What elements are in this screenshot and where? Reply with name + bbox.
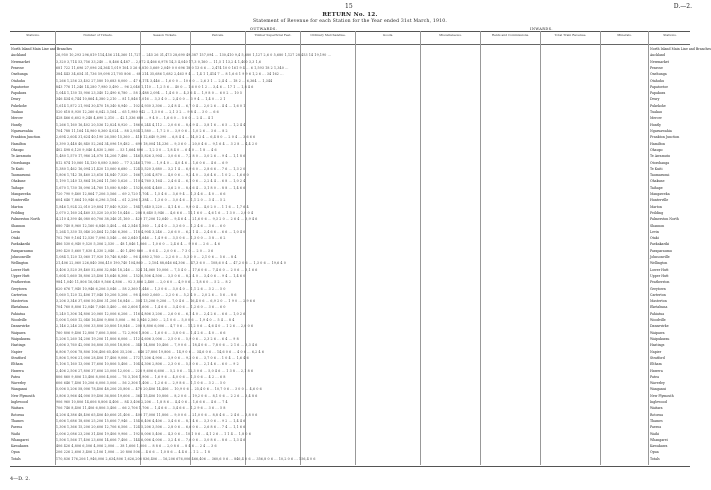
- station-name-right: Otahuhu: [650, 78, 665, 83]
- table-row: [0, 53, 700, 57]
- station-name: Waihi: [11, 431, 20, 436]
- station-figures: 4,210 4,390 46,080 60,706 38,346 21,160 ... 420 17,206 12,640 ... 9,4 6 4 ... 21,6 0 6 ... 9,3 2 0 ... 2 6 4 ... 3,9 4 6: [56, 217, 258, 222]
- column-header-tickets: Number of Tickets.: [83, 33, 113, 37]
- table-row: [0, 179, 700, 183]
- table-row: [0, 230, 700, 234]
- table-row: [0, 318, 700, 322]
- station-figures: 4,206 4,386 48,406 65,406 40,606 21,406 ... 406 17,006 11,806 ... 9,0 0 6 ... 21,0 0 6 ... 8,8 4 6 ... 2 4 6 ... 3,8 0 6: [56, 412, 258, 417]
- station-figures: 2,070 2,160 24,460 33,320 20,010 10,446 ... 206 8,640 5,946 ... 4,6 6 6 ... 11,1 6 0 ... 4,6 1 6 ... 1 3 0 ... 2,0 0 4: [56, 210, 254, 215]
- station-figures: 1,006 1,060 12,046 16,406 9,806 5,006 ... 96 3,946 2,560 ... 2,1 0 6 ... 5,0 0 6 ... 1,9 4 0 ... 5 4 ... 8 4: [56, 318, 235, 322]
- station-figures: 3,206 3,346 37,606 50,406 31,206 16,846 ... 304 13,206 9,206 ... 7,0 4 6 ... 16,4 0 6 ... 6,9 2 0 ... 1 9 0 ... 2,9 6 6: [56, 299, 256, 304]
- station-name-right: Kawakawa: [650, 444, 668, 449]
- station-name-right: Te Awamutu: [650, 154, 670, 159]
- station-name-right: Penrose: [650, 65, 663, 70]
- table-row: [0, 72, 700, 76]
- station-figures: 2,694 2,604 31,624 40,190 26,580 15,360 ... 418 12,640 9,390 ... 6,8 4 4 ... 14,0 2 4 ... 6,4 8 0 ... 2 0 4 ... 3,6 6 6: [56, 135, 256, 140]
- table-row: [0, 369, 700, 373]
- station-figures: 1,846 1,924 22,010 29,804 17,840 9,320 ... 184 7,640 5,220 ... 4,1 4 6 ... 9,9 0 4 ... 4,0 2 0 ... 1 1 6 ... 1,7 6 4: [56, 204, 249, 209]
- table-row: [0, 261, 700, 265]
- station-name-right: Hastings: [650, 343, 665, 348]
- station-figures: 1,106 1,160 13,006 17,606 10,806 5,406 ... 104 4,306 2,806 ... 2,3 0 6 ... 5,5 0 6 ... 2,1 4 6 ... 6 0 ... 9 2: [56, 362, 239, 367]
- station-name: Hawera: [11, 368, 24, 373]
- station-name: Levin: [11, 229, 20, 234]
- station-name: New Plymouth: [11, 393, 35, 398]
- station-figures: 760 806 9,406 12,806 7,606 3,806 ... 72 2,906 1,806 ... 1,6 0 6 ... 3,8 0 6 ... 1,4 2 6 ... 4 0 ... 6 6: [56, 330, 226, 335]
- station-name: Wanganui: [11, 387, 28, 392]
- station-name: Dannevirke: [11, 324, 30, 329]
- table-row: [0, 110, 700, 114]
- table-row: [0, 406, 700, 410]
- column-header-miscellaneous: Miscellaneous.: [439, 33, 462, 37]
- station-name-right: Waitara: [650, 406, 663, 411]
- station-name-right: Waihi: [650, 431, 659, 436]
- document-reference: D.—2.: [673, 3, 692, 10]
- station-figures: 906 960 10,806 14,606 8,806 4,406 ... 84 3,406 2,206 ... 1,8 8 6 ... 4,4 0 6 ... 1,6 6 6 ... 4 6 ... 7 4: [56, 400, 228, 404]
- table-row: [0, 305, 700, 309]
- station-name-right: Greytown: [650, 286, 666, 291]
- station-name-right: Waipukurau: [650, 336, 670, 341]
- station-figures: 1,190 1,240 13,864 18,264 11,160 5,626 ... 110 4,760 3,164 ... 2,4 6 4 ... 6,1 0 6 ... 2,2 4 4 ... 6 8 ... 1,0 2 4: [56, 179, 246, 184]
- table-row: [0, 413, 700, 417]
- station-name-right: Paeroa: [650, 425, 662, 430]
- station-name-right: Whangarei: [650, 437, 668, 442]
- station-name-right: Palmerston North: [650, 217, 679, 222]
- station-name-right: Hunterville: [650, 198, 669, 203]
- station-name: Kawakawa: [11, 444, 29, 449]
- table-row: [0, 312, 700, 316]
- table-row: [0, 287, 700, 291]
- station-name: Drury: [11, 97, 21, 102]
- column-header-merchandise: Ordinary Merchandise.: [310, 33, 346, 37]
- table-row: [0, 337, 700, 341]
- station-name: Papakura: [11, 91, 27, 96]
- table-row: [0, 450, 700, 454]
- station-name-right: Onehunga: [650, 72, 667, 77]
- station-name: Penrose: [11, 65, 24, 70]
- table-row: [0, 394, 700, 398]
- station-name: Inglewood: [11, 400, 28, 404]
- station-name-right: Pukekohe: [650, 103, 666, 108]
- station-name-right: Hamilton: [650, 141, 665, 146]
- table-row: [0, 129, 700, 133]
- station-name-right: Ngaruawahia: [650, 128, 672, 133]
- table-row: [0, 331, 700, 335]
- station-name-right: Eltham: [650, 362, 662, 367]
- station-figures: 620 676 7,940 10,946 6,206 3,046 ... 58 2,360 1,446 ... 1,3 0 6 ... 3,0 4 0 ... 1,1 2 6 ... 3 2 ... 5 0: [56, 286, 226, 291]
- table-row: [0, 66, 700, 70]
- station-figures: 428 466 6,602 9,248 4,690 2,310 ... 42 1,336 688 ... 9 4 0 ... 1,6 6 0 ... 5 6 0 ... 2 4 ... 4 1: [56, 116, 214, 121]
- station-figures: 1,506 1,566 17,406 23,606 14,606 7,406 ... 144 6,006 4,006 ... 3,2 4 6 ... 7,6 0 6 ... 3,0 8 6 ... 8 6 ... 1,3 4 6: [56, 437, 246, 442]
- table-row: [0, 438, 700, 442]
- table-row: [0, 350, 700, 354]
- table-row: [0, 91, 700, 95]
- station-name-right: Mangaweka: [650, 192, 670, 196]
- table-row: [0, 47, 711, 51]
- station-figures: 402 498 6,120 9,046 4,830 2,060 ... 53 1,664 896 ... 1,2 3 0 ... 1,8 4 0 ... 6 4 0 ... 1 8 ... 4 6: [56, 147, 217, 152]
- station-name: Upper Hutt: [11, 273, 30, 278]
- station-name-right: Papatoetoe: [650, 84, 669, 89]
- station-name: Featherston: [11, 280, 31, 285]
- station-figures: 1,670 1,730 18,096 24,760 15,080 8,040 ... 152 6,604 4,460 ... 3,6 2 0 ... 8,4 6 4 ... 3,1 8 0 ... 8 8 ... 1,4 6 6: [56, 185, 246, 190]
- station-name: Feilding: [11, 210, 25, 215]
- table-row: [0, 142, 700, 146]
- station-figures: 346 434 6,744 10,864 4,380 2,210 ... 81 1,846 1,016 ... 3,3 4 0 ... 2,4 0 0 ... 3 9 4 ... 1,4 0 ... 2 1: [56, 97, 226, 102]
- table-row: [0, 104, 700, 108]
- station-figures: 1,806 1,906 21,006 28,406 17,406 9,006 ... 172 7,206 4,906 ... 3,9 0 6 ... 9,2 0 6 ... 3,7 0 6 ... 1 0 4 ... 1,6 4 6: [56, 355, 249, 360]
- table-row: [0, 85, 700, 89]
- station-name: Palmerston North: [11, 217, 40, 222]
- station-figures: 1,084 1,120 13,060 17,920 10,746 6,040 ... 96 4,080 2,760 ... 2,2 6 0 ... 5,3 0 0 ... 2,1 0 6 ... 5 6 ... 8 4: [56, 255, 237, 259]
- station-figures: 3,806 3,966 44,006 59,406 36,806 19,606 ... 364 15,406 10,806 ... 8,2 0 6 ... 19,2 0 6 ... 8,1 0 6 ... 2 2 6 ... 3,4 8 6: [56, 393, 258, 398]
- station-name: Mangaweka: [11, 192, 31, 196]
- table-row: [0, 375, 700, 379]
- station-figures: 606 646 7,406 10,206 6,006 3,006 ... 56 2,306 1,406 ... 1,2 6 6 ... 2,9 8 6 ... 1,1 0 6 ... 3 2 ... 5 0: [56, 381, 226, 386]
- station-figures: 720 790 9,460 12,864 7,206 3,566 ... 69 2,720 1,704 ... 1,5 4 6 ... 3,6 9 4 ... 1,3 4 6 ... 4 0 ... 6 6: [56, 192, 226, 196]
- station-figures: 170,836 176,206 1,946,006 2,634,806 1,626,206 836,406 ... 16,206 676,006 466,406 ... 360,6 0 6 ... 846,4 0 6 ... 356,8 0 6 ... 10,2 0 6 ... 156,4 0 6: [56, 456, 316, 461]
- column-header-goods: Goods.: [382, 33, 394, 37]
- station-name-right: Taihape: [650, 185, 663, 190]
- station-name: Stratford: [11, 355, 26, 360]
- station-name: Paekakariki: [11, 242, 30, 247]
- table-row: [0, 356, 700, 360]
- station-name: Otahuhu: [11, 78, 26, 83]
- station-name-right: Shannon: [650, 223, 665, 228]
- station-figures: 1,604 1,660 18,806 25,406 15,646 8,306 ... 152 6,506 4,506 ... 3,5 0 6 ... 8,2 4 0 ... 3,4 0 6 ... 9 4 ... 1,4 6 0: [56, 273, 246, 278]
- station-name: Te Awamutu: [11, 154, 31, 159]
- column-header-station: Stations.: [26, 33, 40, 37]
- station-name: Whangarei: [11, 437, 29, 442]
- station-figures: 1,266 1,160 16,402 20,536 12,824 8,920 ... 186 6,244 4,112 ... 2,0 6 6 ... 8,4 9 4 ... 3,8 1 6 ... 6 5 ... 1,2 4 4: [56, 122, 246, 127]
- station-figures: 1,266 1,256 23,402 27,580 10,683 8,000 ... 47 6,174 3,446 ... 1,6 0 0 ... 10 6 0 ... 2,6 3 1 ... 2,4 4 ... 18 2 ... 6,364 ... 1,344: [56, 78, 273, 83]
- station-name: Frankton Junction: [11, 135, 41, 140]
- station-name-right: Totals: [650, 456, 660, 461]
- header-rule: [10, 44, 690, 45]
- station-figures: 1,806 1,742 18,460 23,616 14,840 7,520 ... 166 7,204 4,870 ... 4,0 0 6 ... 9,2 4 0 ... 3,6 4 6 ... 1 0 2 ... 1,6 6 0: [56, 173, 249, 178]
- station-name-right: Dannevirke: [650, 324, 669, 329]
- station-name: Waipawa: [11, 330, 26, 335]
- station-name: Waverley: [11, 381, 26, 386]
- station-name: Papatoetoe: [11, 84, 30, 89]
- outwards-group-label: OUTWARDS.: [250, 27, 278, 31]
- station-name: Marton: [11, 204, 23, 209]
- table-row: [0, 343, 700, 347]
- column-header-stations-right: Stations.: [663, 33, 677, 37]
- station-figures: 1,614 1,872 21,904 30,470 18,340 8,940 ... 102 4,930 3,306 ... 2,4 8 4 ... 6,7 0 4 ... 2,0 2 6 ... 4 4 ... 1,6 0 1: [56, 103, 246, 108]
- station-name-right: Upper Hutt: [650, 273, 669, 278]
- page-number: 15: [345, 3, 353, 10]
- table-row: [0, 217, 700, 221]
- table-row: [0, 60, 700, 64]
- table-row: [0, 186, 700, 190]
- station-name: Te Kuiti: [11, 166, 24, 171]
- station-name-right: Papakura: [650, 91, 666, 96]
- station-name-right: Pahiatua: [650, 311, 665, 316]
- table-row: [0, 400, 700, 404]
- station-name: Woodville: [11, 318, 27, 322]
- station-figures: 206 226 2,606 3,406 2,106 1,006 ... 20 806 506 ... 4 6 6 ... 1,0 8 6 ... 4 4 6 ... 1 2 ... 1 8: [56, 450, 210, 455]
- station-figures: 21,406 22,060 226,840 306,410 190,740 104,860 ... 2,104 88,646 64,306 ... 47,3 6 0 ... 108,6 0 4 ... 47,2 0 6 ... 1,3 0 6 ... 19,6 4 0: [56, 261, 286, 266]
- station-figures: 681 722 11,696 27,096 24,364 1,019 104 3 26 6,810 3,669 2,049 0 0 696 18 0 13 6 6 ... 2,474 10 0 161 9 4 ... 6 1,593 18 2 1,340 ...: [56, 65, 289, 70]
- station-figures: 1,264 1,330 15,046 20,464 12,146 6,306 ... 118 4,904 3,246 ... 2,6 6 0 ... 6,2 1 4 ... 2,4 6 6 ... 6 6 ... 1,0 4 0: [56, 229, 246, 234]
- table-row: [0, 255, 700, 259]
- station-name-right: Feilding: [650, 210, 664, 215]
- station-name-right: Otorohanga: [650, 160, 670, 165]
- station-figures: 406 426 4,806 6,506 4,006 2,006 ... 38 1,606 1,006 ... 8 8 6 ... 2,0 8 6 ... 8 4 6 ... 2 4 ... 3 6: [56, 444, 217, 449]
- station-figures: 704 788 11,164 14,960 8,360 4,024 ... 88 2,934 1,580 ... 1,7 2 0 ... 3,9 0 6 ... 1,0 2 6 ... 3 6 ... 8 2: [56, 128, 228, 133]
- station-name-right: Eketahuna: [650, 305, 668, 310]
- column-header-season: Season Tickets.: [153, 33, 177, 37]
- table-row: [0, 173, 700, 177]
- station-name-right: Frankton Junction: [650, 135, 680, 140]
- station-figures: 843 776 11,246 14,280 7,980 3,490 ... 96 2,046 1,110 ... 1,2 5 6 ... 40 0 ... 1,6 0 0 1 2 ... 3,4 6 ... 17 1 ... 1,8 4 6: [56, 84, 254, 89]
- station-name: Wellington: [11, 261, 29, 266]
- station-figures: 1,606 1,686 18,606 25,206 15,606 7,946 ... 154 6,406 4,406 ... 3,4 6 6 ... 8,1 4 6 ... 3,3 0 6 ... 9 2 ... 1,4 4 6: [56, 418, 246, 423]
- table-row: [0, 457, 700, 461]
- station-name: Rotorua: [11, 412, 24, 417]
- station-figures: 1,044 1,130 15,906 23,340 12,490 6,780 ... 58 3,488 2,094 ... 1,4 6 0 ... 4,3 6 4 ... 1,9 8 0 ... 6 0 2 ... 10 5: [56, 91, 243, 96]
- station-figures: 680 740 8,960 12,160 6,846 3,404 ... 64 2,546 1,560 ... 1,4 4 0 ... 3,3 6 0 ... 1,2 4 6 ... 3 6 ... 6 0: [56, 223, 226, 228]
- station-name-right: Rotorua: [650, 412, 663, 417]
- station-figures: 5,006 5,206 58,006 78,406 48,206 25,806 ... 476 20,406 14,406 ... 10,9 0 6 ... 25,4 0 6 ... 10,7 0 6 ... 3 0 0 ... 4,6 0 6: [56, 387, 262, 392]
- station-figures: 26,950 10,293 296,819 114,456 214,360 11,727 ... 245 26 31,473 28,690 49,387 157,094 ... 130,410 9,4 5,680 1,127 2,6 0 5,680 1,127 28,453 14 19,190 ...: [56, 53, 332, 58]
- station-name: Auckland: [11, 53, 27, 58]
- table-row: [0, 123, 700, 127]
- station-name-right: Huntly: [650, 122, 661, 127]
- table-row: [0, 161, 700, 165]
- station-name-right: Paraparaumu: [650, 248, 672, 253]
- station-name: Hunterville: [11, 198, 30, 203]
- table-row: [0, 211, 700, 215]
- station-name: Waipukurau: [11, 336, 31, 341]
- station-name-right: Johnsonville: [650, 255, 670, 259]
- page-footer: 4—D. 2.: [10, 476, 30, 482]
- station-name: Otorohanga: [11, 160, 31, 165]
- station-name-right: Tuakau: [650, 110, 662, 114]
- column-header-total: Total Train Revenue.: [554, 33, 587, 37]
- table-row: [0, 79, 700, 83]
- station-figures: 3,320 3,714 53,756 33,240 ... 8,466 4,487 ... 2,872 4,466 6,978 14,3 4,040 17,3 0,160 ... 11,5 1 13,2 4 1,400 3,3 1,6: [56, 59, 262, 64]
- station-name-right: Taumarunui: [650, 173, 670, 178]
- station-name: Lower Hutt: [11, 267, 30, 272]
- table-row: [0, 280, 700, 284]
- station-figures: 1,060 1,120 12,406 17,046 10,206 5,206 ... 98 4,060 2,660 ... 2,2 0 6 ... 5,2 4 0 ... 2,0 2 6 ... 5 6 ... 8 6: [56, 292, 237, 297]
- station-name-right: Hawera: [650, 368, 663, 373]
- station-name-right: Thames: [650, 418, 663, 423]
- station-figures: 1,240 1,306 14,806 20,060 12,006 6,206 ... 116 4,806 3,206 ... 2,6 0 6 ... 6,1 4 0 ... 2,4 2 6 ... 6 6 ... 1,0 2 6: [56, 311, 246, 316]
- station-name-right: Featherston: [650, 280, 670, 285]
- station-name: Greytown: [11, 286, 27, 291]
- station-name-right: Marton: [650, 204, 662, 209]
- table-row: [0, 198, 700, 202]
- station-name: Onehunga: [11, 72, 28, 77]
- station-name-right: Patea: [650, 374, 659, 379]
- table-row: [0, 299, 700, 303]
- station-figures: 704 760 8,806 12,046 7,046 3,460 ... 66 2,606 1,606 ... 1,4 6 6 ... 3,4 0 6 ... 1,2 6 0 ... 3 6 ... 6 0: [56, 305, 226, 310]
- station-figures: 3,390 3,448 40,840 52,264 34,096 19,482 ... 690 18,004 14,236 ... 9,3 6 0 ... 20,0 4 6 ... 9,1 6 4 ... 3 2 8 ... 4,4 2 0: [56, 141, 258, 146]
- station-name: Tuakau: [11, 110, 23, 114]
- station-figures: 3,606 3,760 42,006 56,806 35,006 18,806 ... 346 14,806 10,406 ... 7,9 0 6 ... 18,4 0 6 ... 7,8 0 6 ... 2 1 6 ... 3,3 4 6: [56, 343, 258, 348]
- station-name-right: Carterton: [650, 292, 666, 297]
- station-name: North Island Main Line and Branches: [11, 47, 73, 51]
- table-row: [0, 432, 700, 436]
- station-name: Waitara: [11, 406, 24, 411]
- table-row: [0, 444, 700, 448]
- table-row: [0, 167, 700, 171]
- station-name: Napier: [11, 349, 23, 354]
- station-name-right: Napier: [650, 349, 662, 354]
- station-figures: 604 646 7,864 10,946 6,296 3,104 ... 61 2,296 1,384 ... 1,3 6 0 ... 3,0 4 6 ... 1,1 2 0 ... 3 4 ... 5 2: [56, 198, 226, 203]
- station-figures: 1,480 1,570 17,986 24,070 14,206 7,486 ... 146 5,826 3,904 ... 3,0 6 6 ... 7,2 8 0 ... 3,0 2 6 ... 9 4 ... 1,1 8 6: [56, 154, 246, 159]
- table-row: [0, 419, 700, 423]
- table-row: [0, 148, 700, 152]
- station-name-right: Woodville: [650, 318, 666, 322]
- station-name: Taumarunui: [11, 173, 31, 178]
- station-name: Opua: [11, 450, 20, 455]
- station-name-right: Inglewood: [650, 400, 667, 404]
- table-row: [0, 293, 700, 297]
- table-row: [0, 97, 700, 101]
- return-title: RETURN No. 12.: [322, 12, 378, 18]
- table-row: [0, 116, 700, 120]
- station-name-right: Masterton: [650, 299, 667, 304]
- station-figures: 384 443 34,654 31,736 59,098 21,705 806 ... 68 214 35,686 1,682 2,463 9 4 ... 1,4 1 1,414 7 ... 8 1,6 6 1 9 9 6 1,2 6 ... 34 162 ...: [56, 72, 284, 77]
- station-name-right: Mercer: [650, 116, 662, 121]
- station-figures: 1,306 1,366 15,206 20,606 12,706 6,506 ... 124 5,206 3,506 ... 2,8 0 6 ... 6,6 0 6 ... 2,6 8 6 ... 7 4 ... 1,1 6 6: [56, 425, 246, 430]
- station-name-right: Ohakune: [650, 179, 665, 184]
- table-row: [0, 425, 700, 429]
- station-figures: 706 746 8,406 11,406 6,806 3,406 ... 66 2,706 1,706 ... 1,4 6 6 ... 3,4 6 6 ... 1,2 9 6 ... 3 6 ... 5 8: [56, 406, 226, 411]
- table-row: [0, 387, 700, 391]
- station-name-right: New Plymouth: [650, 393, 674, 398]
- station-figures: 812 874 10,060 14,130 8,080 3,860 ... 77 3,246 1,790 ... 1,9 4 0 ... 4,0 4 6 ... 1,6 0 6 ... 4 6 ... 6 9: [56, 160, 228, 165]
- table-row: [0, 224, 700, 228]
- station-name: Ohakune: [11, 179, 26, 184]
- station-figures: 486 530 6,940 9,520 5,306 2,530 ... 48 1,846 1,066 ... 1,0 6 0 ... 2,4 6 4 ... 9 0 6 ... 2 6 ... 4 6: [56, 242, 221, 247]
- station-figures: 1,380 1,462 16,094 21,420 13,060 6,680 ... 124 5,520 3,680 ... 3,2 1 4 ... 6,9 6 0 ... 2,8 6 6 ... 7 6 ... 1,3 2 0: [56, 166, 246, 171]
- station-name-right: Waverley: [650, 381, 665, 386]
- station-name: Pukekohe: [11, 103, 27, 108]
- table-row: [0, 381, 700, 385]
- column-header-timber: Timber Superficial Feet.: [254, 33, 292, 37]
- station-name: Masterton: [11, 299, 28, 304]
- station-name-right: Paekakariki: [650, 242, 669, 247]
- station-name: Johnsonville: [11, 255, 31, 259]
- station-name: Carterton: [11, 292, 27, 297]
- column-header-rents: Rents and Commissions.: [491, 33, 530, 37]
- inwards-group-label: INWARDS.: [530, 27, 553, 31]
- station-name-right: Te Kuiti: [650, 166, 663, 171]
- station-name-right: Drury: [650, 97, 660, 102]
- station-name-right: Ohaupo: [650, 147, 663, 152]
- station-figures: 1,206 1,260 14,206 19,206 11,806 6,006 ... 112 4,606 3,006 ... 2,5 0 6 ... 5,9 0 6 ... 2,3 2 6 ... 6 4 ... 9 8: [56, 336, 239, 341]
- station-name: Eketahuna: [11, 305, 29, 310]
- station-figures: 6,806 7,006 78,806 106,406 65,406 35,206 ... 646 27,806 19,806 ... 14,9 0 6 ... 34,6 0 6 ... 14,6 0 6 ... 4 0 6 ... 6,2 4 6: [56, 349, 265, 354]
- station-name-right: North Island Main Line and Branches: [650, 47, 711, 51]
- station-name: Patea: [11, 374, 20, 379]
- return-subtitle: Statement of Revenue for each Station for the Year ended 31st March, 1910.: [252, 19, 448, 24]
- station-name: Hamilton: [11, 141, 26, 146]
- table-row: [0, 192, 700, 196]
- station-figures: 520 618 8,930 12,260 6,042 3,164 ... 65 1,980 942 ... 1,3 0 6 ... 2,1 3 2 ... 9 8 4 ... 3 0 ... 6 6: [56, 110, 219, 114]
- station-figures: 984 1,040 11,806 16,040 9,566 4,806 ... 92 3,806 2,460 ... 2,0 6 0 ... 4,9 0 6 ... 1,8 6 0 ... 5 2 ... 8 2: [56, 280, 232, 285]
- table-row: [0, 274, 700, 278]
- station-name: Paeroa: [11, 425, 23, 430]
- station-name-right: Lower Hutt: [650, 267, 669, 272]
- station-name-right: Wanganui: [650, 387, 667, 392]
- station-name-right: Otaki: [650, 236, 659, 241]
- station-name-right: Auckland: [650, 53, 666, 58]
- station-name: Ngaruawahia: [11, 128, 33, 133]
- station-name: Huntly: [11, 122, 22, 127]
- table-row: [0, 324, 700, 328]
- station-name: Thames: [11, 418, 24, 423]
- station-figures: 2,406 2,506 27,806 37,606 23,006 12,006 ... 226 9,606 6,606 ... 5,2 0 6 ... 12,3 0 6 ... 5,0 4 6 ... 1 3 8 ... 2,1 8 6: [56, 368, 254, 373]
- table-row: [0, 135, 700, 139]
- station-name-right: Wellington: [650, 261, 668, 266]
- station-name: Newmarket: [11, 59, 30, 64]
- station-name: Taihape: [11, 185, 24, 190]
- table-row: [0, 249, 700, 253]
- station-name: Ohaupo: [11, 147, 24, 152]
- station-name: Eltham: [11, 362, 23, 367]
- station-name-right: Newmarket: [650, 59, 669, 64]
- station-name: Shannon: [11, 223, 26, 228]
- station-figures: 702 760 9,164 12,530 7,096 3,546 ... 66 2,640 1,646 ... 1,4 9 6 ... 3,5 0 6 ... 1,3 0 0 ... 3 8 ... 6 2: [56, 236, 226, 241]
- station-name: Hastings: [11, 343, 26, 348]
- station-name-right: Opua: [650, 450, 659, 455]
- station-figures: 806 860 9,806 13,406 8,006 4,006 ... 76 3,106 1,906 ... 1,6 9 6 ... 4,0 0 6 ... 1,5 0 6 ... 4 2 ... 6 8: [56, 374, 226, 379]
- column-header-parcels: Parcels.: [211, 33, 224, 37]
- station-name-right: Waipawa: [650, 330, 665, 335]
- table-row: [0, 242, 700, 246]
- table-row: [0, 236, 700, 240]
- station-name: Mercer: [11, 116, 23, 121]
- table-row: [0, 268, 700, 272]
- station-name-right: Levin: [650, 229, 659, 234]
- column-header-minerals: Minerals.: [617, 33, 632, 37]
- table-row: [0, 205, 700, 209]
- station-figures: 2,006 2,086 23,206 31,406 19,406 9,906 ... 192 8,006 5,406 ... 4,3 0 6 ... 10,1 0 6 ... 4,1 2 6 ... 1 1 4 ... 1,8 0 6: [56, 431, 251, 436]
- station-name: Totals: [11, 456, 21, 461]
- station-figures: 390 420 5,660 7,830 4,330 2,046 ... 40 1,490 860 ... 8 6 4 ... 2,0 0 6 ... 7 3 0 ... 2 0 ... 3 6: [56, 248, 214, 253]
- station-figures: 2,146 2,246 25,006 33,806 20,806 10,846 ... 206 8,806 6,006 ... 4,7 0 6 ... 11,2 0 6 ... 4,6 4 0 ... 1 2 6 ... 2,0 0 6: [56, 324, 254, 329]
- station-name: Paraparaumu: [11, 248, 33, 253]
- station-name: Otaki: [11, 236, 20, 241]
- station-name: Pahiatua: [11, 311, 26, 316]
- station-name-right: Stratford: [650, 355, 665, 360]
- table-row: [0, 362, 700, 366]
- station-figures: 3,406 3,520 39,460 52,606 32,846 18,246 ... 324 14,060 10,006 ... 7,5 4 0 ... 17,6 0 6 ... 7,4 6 0 ... 2 0 6 ... 3,1 6 6: [56, 267, 258, 272]
- table-row: [0, 154, 700, 158]
